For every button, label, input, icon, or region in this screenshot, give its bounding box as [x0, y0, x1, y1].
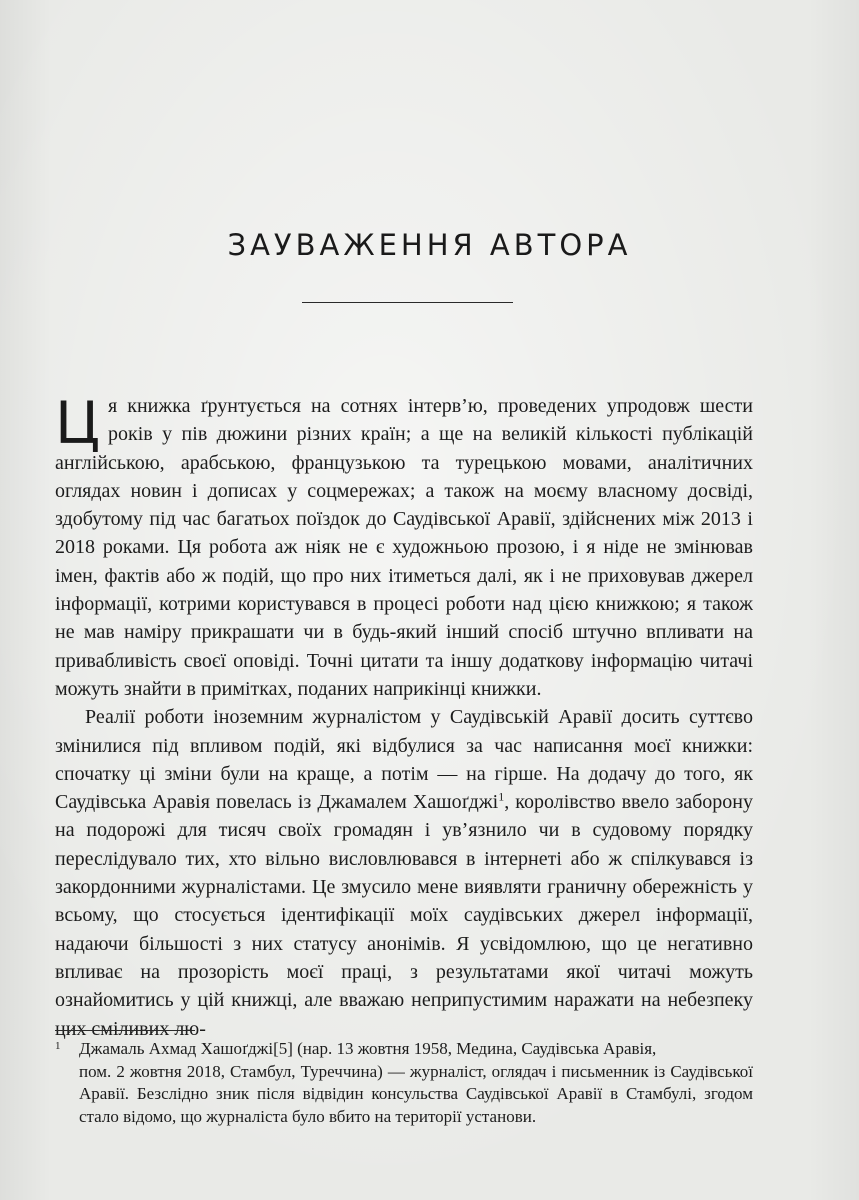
paragraph-2-text-b: , королівство ввело заборону на подорожі для тисяч своїх громадян і ув’язнило чи в судовому порядку переслідувало тих, хто вільно висловлювався в інтернеті або ж спілкувався із закордонними журналістами. Це змусило мене виявляти граничну обережність у всьому, що стосується ідентифікації моїх саудівських джерел інформації, надаючи більшості з них статусу анонімів. Я усвідомлюю, що це негативно впливає на прозорість моєї праці, з результатами якої читачі можуть ознайомитись у цій книжці, але вважаю неприпустимим наражати на небезпеку цих сміливих лю-	[55, 791, 753, 1040]
paragraph-1-text: я книжка ґрунтується на сотнях інтерв’ю, проведених упродовж шести років у пів дюжини різних країн; а ще на великій кількості публікацій англійською, арабською, французькою та турецькою мовами, аналітичних оглядах новин і дописах у соцмережах; а також на моєму власному досвіді, здобутому під час багатьох поїздок до Саудівської Аравії, здійснених між 2013 і 2018 роками. Ця робота аж ніяк не є художньою прозою, і я ніде не змінював імен, фактів або ж подій, що про них ітиметься далі, як і не приховував джерел інформації, котрими користувався в процесі роботи над цією книжкою; я також не мав наміру прикрашати чи в будь-який інший спосіб штучно впливати на привабливість своєї оповіді. Точні цитати та іншу додаткову інформацію читачі можуть знайти в примітках, поданих наприкінці книжки.	[55, 395, 753, 700]
main-text	[55, 389, 753, 1043]
footnote-mark: 1	[55, 1040, 61, 1052]
footnote	[55, 1038, 753, 1128]
footnote-continuation: пом. 2 жовтня 2018, Стамбул, Туреччина) — журналіст, оглядач і письменник із Саудівської Аравії. Безслідно зник після відвідин консульства Саудівської Аравії в Стамбулі, згодом стало відомо, що журналіста було вбито на території установи.	[79, 1061, 753, 1126]
chapter-title: ЗАУВАЖЕННЯ АВТОРА	[227, 228, 632, 262]
footnote-separator	[55, 1030, 195, 1031]
title-underline	[302, 302, 513, 303]
footnote-reference[interactable]: 1	[498, 789, 505, 804]
drop-cap: Ц	[55, 389, 101, 457]
paragraph-2-text-a: Реалії роботи іноземним журналістом у Саудівській Аравії досить суттєво змінилися під впливом подій, які відбулися за час написання моєї книжки: спочатку ці зміни були на краще, а потім — на гірше. На додачу до того, як Саудівська Аравія повелась із Джамалем Хашоґджі	[55, 706, 753, 814]
paragraph-1	[55, 389, 753, 703]
paragraph-2	[55, 703, 753, 1043]
footnote-first-line	[55, 1038, 753, 1061]
footnote-line-1: Джамаль Ахмад Хашоґджі[5] (нар. 13 жовтня 1958, Медина, Саудівська Аравія,	[79, 1039, 657, 1058]
